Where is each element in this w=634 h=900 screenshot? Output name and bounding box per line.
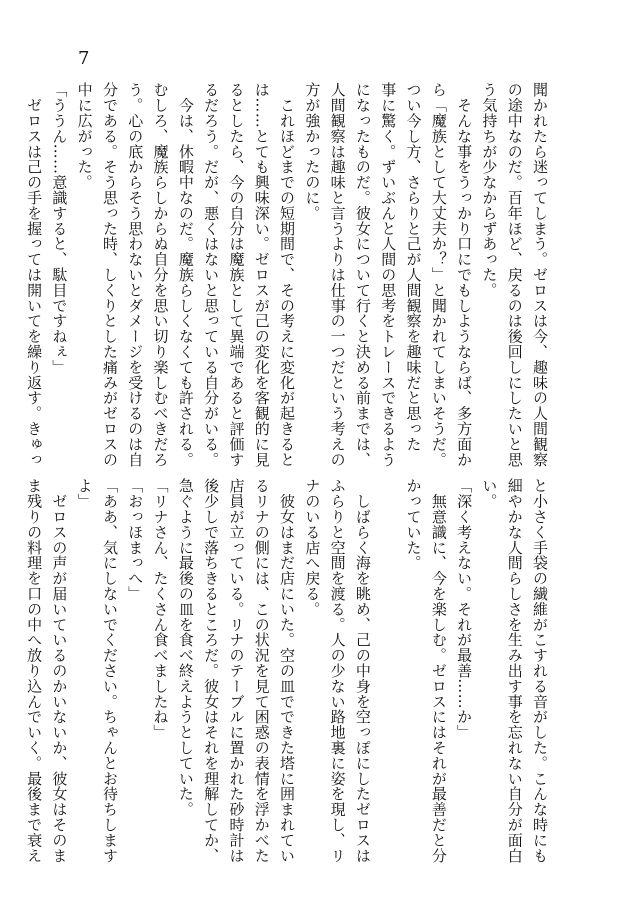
text-line: つい今し方、さらりと己が人間観察を趣味だと思った — [404, 82, 423, 452]
text-line: ら「魔族として大丈夫か？」と聞かれてしまいそうだ。 — [429, 82, 448, 467]
text-line — [375, 478, 400, 820]
text-line: ゼロスは己の手を握っては開いてを繰り返す。きゅっ — [25, 82, 44, 467]
text-line: 「ううん……意識すると、駄目ですねぇ」 — [50, 82, 69, 375]
text-line: ふらりと空間を渡る。人の少ない路地裏に姿を現し、リ — [328, 478, 347, 863]
text-line: 事に驚く。ずいぶんと人間の思考をトレースできるよう — [379, 82, 398, 467]
text-line: 店員が立っている。リナのテーブルに置かれた砂時計は — [227, 478, 246, 863]
text-line: う。心の底からそう思わないとダメージを受けるのは自 — [126, 82, 145, 467]
text-line: 無意識に、今を楽しむ。ゼロスにはそれが最善だと分 — [429, 478, 448, 863]
text-line: 細やかな人間らしさを生み出す事を忘れない自分が面白 — [505, 478, 524, 863]
text-line: と小さく手袋の繊維がこすれる音がした。こんな時にも — [531, 478, 549, 863]
text-line: 聞かれたら迷ってしまう。ゼロスは今、趣味の人間観察 — [531, 82, 549, 467]
lower-text-block — [25, 478, 552, 863]
upper-text-block — [25, 82, 552, 467]
text-line: 「ああ、気にしないでください。ちゃんとお待ちします — [100, 478, 119, 863]
text-line: 彼女はまだ店にいた。空の皿でできた塔に囲まれてい — [278, 478, 297, 863]
text-line: かっていた。 — [404, 478, 423, 571]
text-line: ナのいる店へ戻る。 — [303, 478, 322, 617]
text-line: よ」 — [75, 478, 94, 509]
text-line: ゼロスの声が届いているのかいないか、彼女はそのま — [50, 478, 69, 863]
text-line: るリナの側には、この状況を見て困惑の表情を浮かべた — [252, 478, 271, 863]
text-line: 人間観察は趣味と言うよりは仕事の一つだという考えの — [328, 82, 347, 467]
text-line: そんな事をうっかり口にでもしようならば、多方面か — [455, 82, 474, 467]
text-line: 「おっほまっへ」 — [126, 478, 145, 602]
text-line: るだろう。だが、悪くはないと思っている自分がいる。 — [202, 82, 221, 467]
text-line: しばらく海を眺め、己の中身を空っぽにしたゼロスは — [353, 478, 372, 863]
text-line: 分である。そう思った時、しくりとした痛みがゼロスの — [100, 82, 119, 467]
text-line: るとしたら、今の自分は魔族として異端であると評価す — [227, 82, 246, 467]
text-line: 「リナさん、たくさん食べましたね」 — [151, 478, 170, 740]
text-line: は……とても興味深い。ゼロスが己の変化を客観的に見 — [252, 82, 271, 467]
text-line: い。 — [480, 478, 499, 509]
text-line: 急ぐように最後の皿を食べ終えようとしていた。 — [176, 478, 195, 817]
page-number: 7 — [78, 48, 90, 69]
text-line: 「深く考えない。それが最善……か」 — [455, 478, 474, 740]
text-line: になったものだ。彼女について行くと決める前までは、 — [353, 82, 372, 467]
text-line: う気持ちが少なからずあった。 — [480, 82, 499, 298]
text-line: 今は、休暇中なのだ。魔族らしくなくても許される。 — [176, 82, 195, 467]
text-line: むしろ、魔族らしからぬ自分を思い切り楽しむべきだろ — [151, 82, 170, 467]
text-line: の途中なのだ。百年ほど、戻るのは後回しにしたいと思 — [505, 82, 524, 467]
text-line: 方が強かったのに。 — [303, 82, 322, 221]
text-line: これほどまでの短期間で、その考えに変化が起きると — [278, 82, 297, 467]
text-line: 後少しで落ちきるところだ。彼女はそれを理解してか、 — [202, 478, 221, 863]
text-line: 中に広がった。 — [75, 82, 94, 190]
text-line: ま残りの料理を口の中へ放り込んでいく。最後まで衰え — [25, 478, 44, 863]
